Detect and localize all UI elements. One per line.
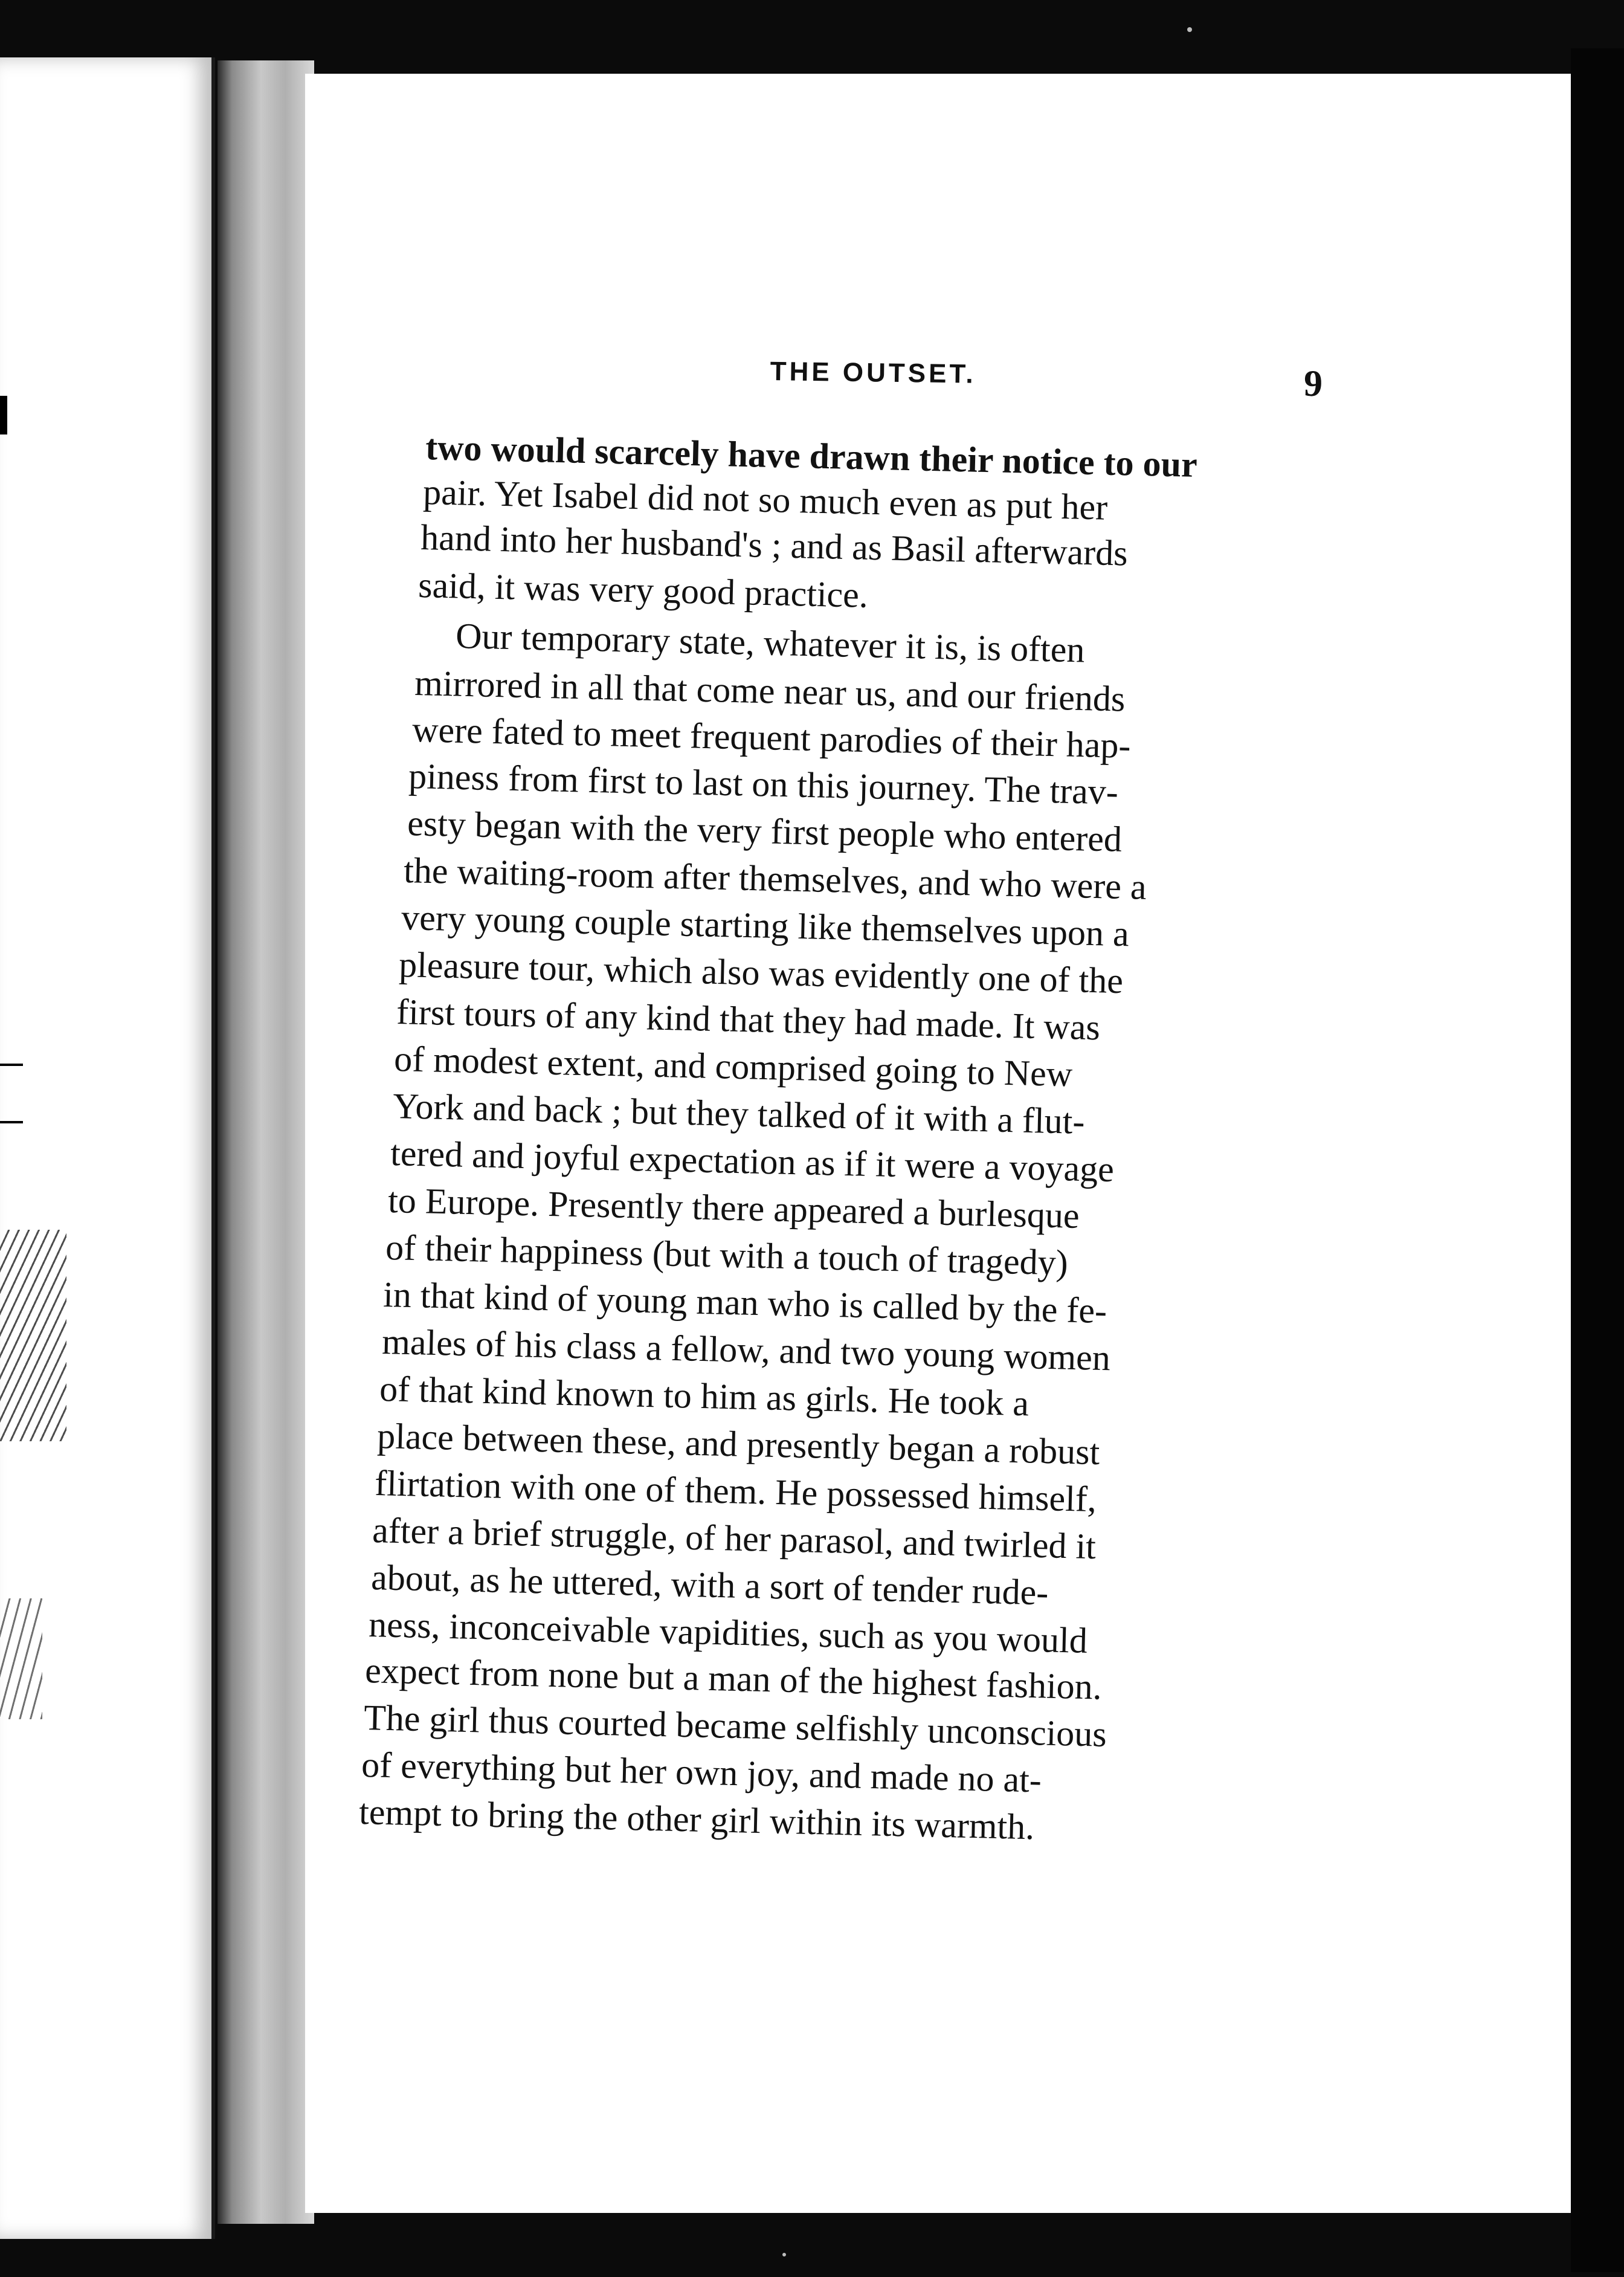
- left-page-rule-mark: [0, 1121, 23, 1123]
- text-line: males of his class a fellow, and two young women: [381, 1322, 1111, 1378]
- text-line: place between these, and presently began a robust: [376, 1416, 1100, 1473]
- text-line: York and back ; but they talked of it with a flut-: [392, 1086, 1086, 1142]
- scan-border-right: [1571, 48, 1624, 2272]
- text-line: Our temporary state, whatever it is, is often: [455, 616, 1086, 670]
- text-line: very young couple starting like themselves upon a: [401, 897, 1130, 954]
- left-page-letter-fragment: [0, 396, 7, 434]
- text-line: esty began with the very first people who entered: [407, 803, 1123, 859]
- right-page: [305, 74, 1571, 2213]
- text-line: were fated to meet frequent parodies of their hap-: [411, 709, 1132, 766]
- text-line: The girl thus courted became selfishly unconscious: [363, 1697, 1107, 1754]
- text-line: piness from first to last on this journey. The trav-: [408, 756, 1119, 812]
- text-line: two would scarcely have drawn their notice to our: [425, 427, 1198, 485]
- text-line: expect from none but a man of the highest fashion.: [364, 1650, 1103, 1707]
- left-page-illustration-fragment: [0, 1598, 42, 1719]
- text-line: flirtation with one of them. He possessed himself,: [374, 1463, 1097, 1520]
- text-line: of everything but her own joy, and made no at-: [361, 1745, 1042, 1800]
- text-line: in that kind of young man who is called by the fe-: [382, 1274, 1107, 1331]
- text-line: after a brief struggle, of her parasol, and twirled it: [372, 1510, 1097, 1567]
- scan-dust-speck: [782, 2253, 786, 2256]
- running-head: THE OUTSET.: [770, 357, 976, 389]
- left-facing-page: [0, 57, 215, 2239]
- text-line: hand into her husband's ; and as Basil afterwards: [420, 517, 1129, 573]
- text-line: tempt to bring the other girl within its warmth.: [358, 1792, 1035, 1847]
- text-line: about, as he uttered, with a sort of tender rude-: [370, 1557, 1049, 1613]
- text-line: ness, inconceivable vapidities, such as you would: [368, 1604, 1088, 1661]
- text-line: the waiting-room after themselves, and who were a: [403, 850, 1147, 907]
- left-page-rule-mark: [0, 1064, 23, 1066]
- text-line: of modest extent, and comprised going to New: [393, 1039, 1073, 1094]
- book-gutter-shadow: [218, 60, 314, 2224]
- text-line: pleasure tour, which also was evidently one of the: [398, 945, 1124, 1001]
- scan-dust-speck: [1187, 27, 1192, 32]
- text-line: first tours of any kind that they had made. It was: [396, 992, 1101, 1048]
- text-line: pair. Yet Isabel did not so much even as put her: [422, 472, 1108, 528]
- text-line: tered and joyful expectation as if it were a voyage: [390, 1133, 1115, 1190]
- text-line: of that kind known to him as girls. He took a: [379, 1369, 1030, 1424]
- text-line: said, it was very good practice.: [417, 565, 869, 615]
- text-line: mirrored in all that come near us, and our friends: [414, 663, 1126, 719]
- page-number: 9: [1303, 363, 1323, 405]
- left-page-illustration-fragment: [0, 1230, 66, 1441]
- body-text: [305, 74, 1571, 2213]
- text-line: to Europe. Presently there appeared a burlesque: [387, 1180, 1080, 1236]
- text-line: of their happiness (but with a touch of tragedy): [385, 1227, 1069, 1283]
